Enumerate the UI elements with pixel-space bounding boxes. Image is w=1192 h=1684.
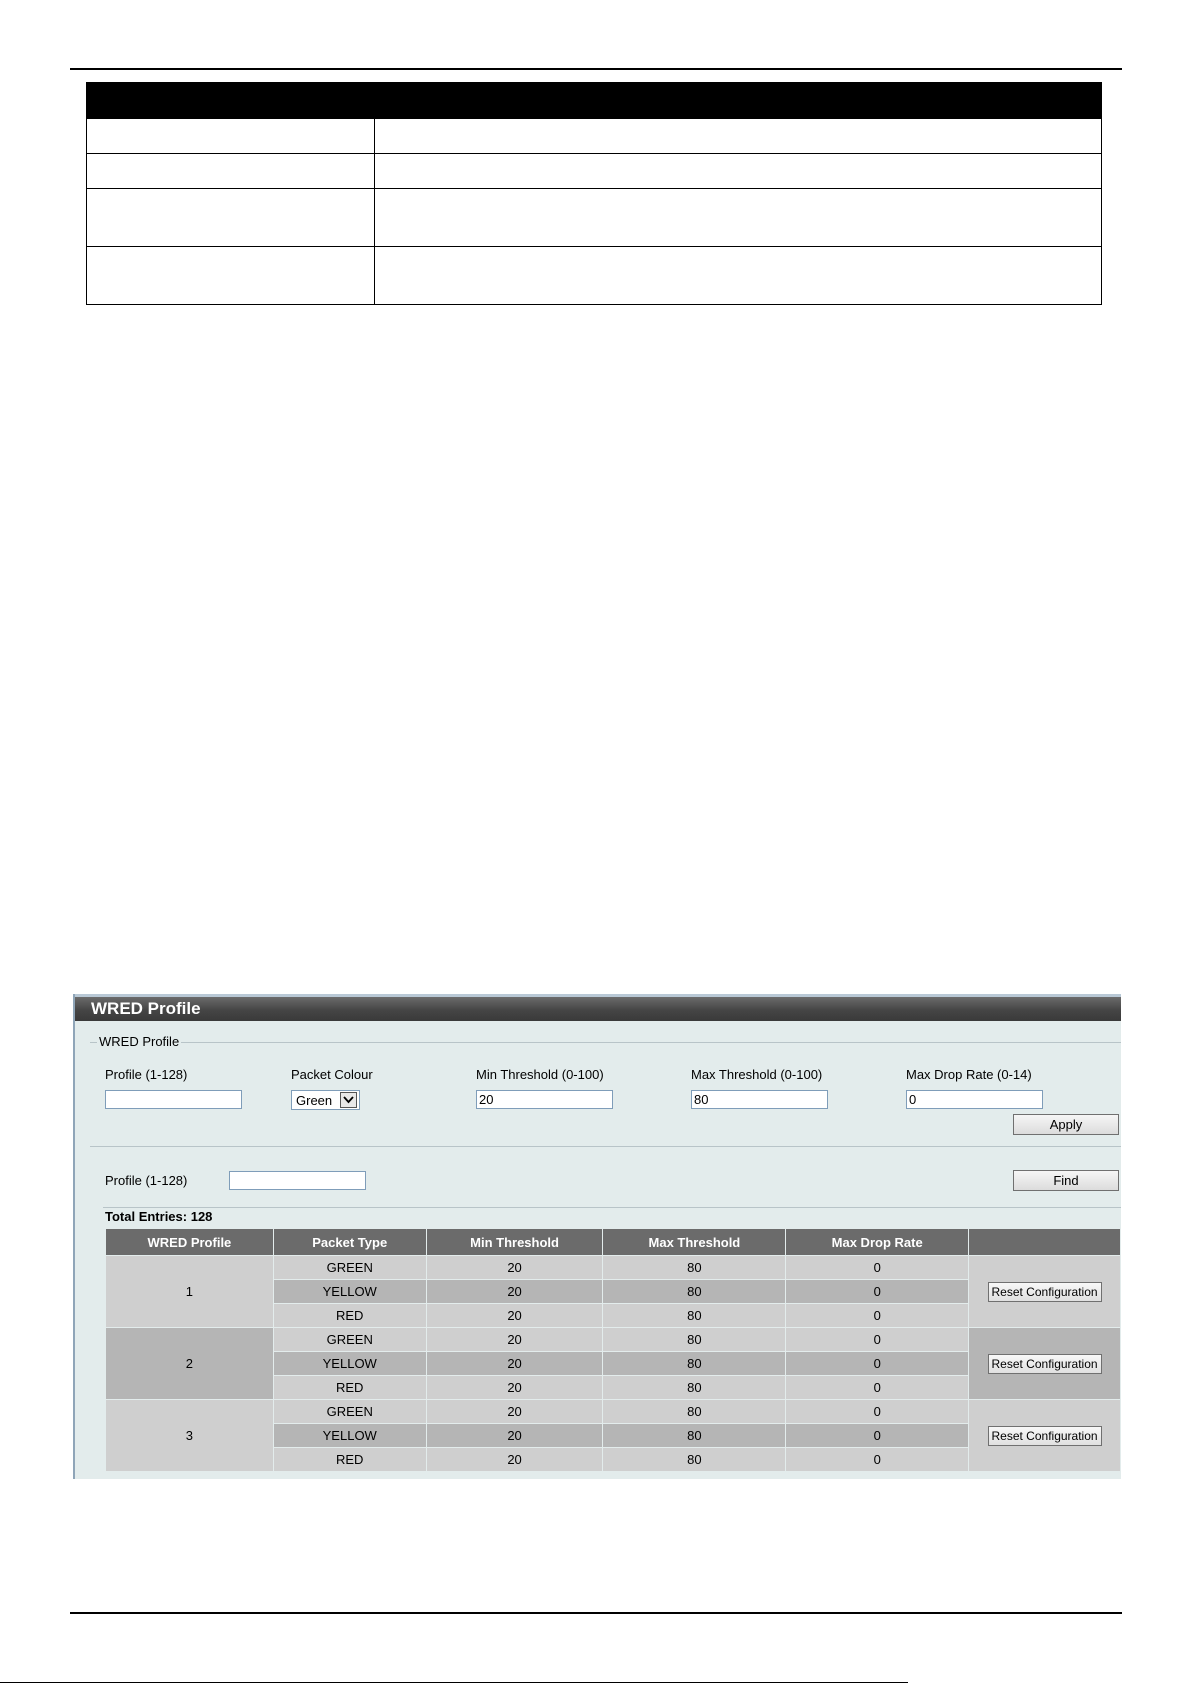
max-threshold: 80 [603, 1256, 786, 1280]
table-row [106, 1256, 1121, 1280]
min-threshold: 20 [426, 1256, 603, 1280]
max-threshold: 80 [603, 1448, 786, 1472]
column-header: Min Threshold [426, 1229, 603, 1256]
packet-colour-label: Packet Colour [291, 1067, 373, 1082]
chevron-down-icon[interactable] [340, 1092, 357, 1108]
max-drop-rate-label: Max Drop Rate (0-14) [906, 1067, 1032, 1082]
find-button[interactable]: Find [1013, 1170, 1119, 1191]
document-table-row [87, 119, 1102, 154]
max-drop-rate: 0 [786, 1448, 969, 1472]
document-table-row [87, 189, 1102, 247]
max-drop-rate-input[interactable] [906, 1090, 1043, 1109]
min-threshold-label: Min Threshold (0-100) [476, 1067, 604, 1082]
max-drop-rate: 0 [786, 1424, 969, 1448]
table-row [106, 1400, 1121, 1424]
column-header [969, 1229, 1121, 1256]
max-threshold: 80 [603, 1376, 786, 1400]
packet-type: GREEN [273, 1400, 426, 1424]
document-table-row [87, 154, 1102, 189]
max-threshold: 80 [603, 1352, 786, 1376]
section-divider [90, 1146, 1121, 1147]
packet-type: YELLOW [273, 1280, 426, 1304]
max-threshold: 80 [603, 1280, 786, 1304]
max-threshold: 80 [603, 1400, 786, 1424]
apply-button[interactable]: Apply [1013, 1114, 1119, 1135]
max-drop-rate: 0 [786, 1328, 969, 1352]
max-threshold: 80 [603, 1328, 786, 1352]
packet-type: YELLOW [273, 1424, 426, 1448]
max-threshold-input[interactable] [691, 1090, 828, 1109]
profile-id: 1 [106, 1256, 274, 1328]
max-drop-rate: 0 [786, 1256, 969, 1280]
max-drop-rate: 0 [786, 1400, 969, 1424]
min-threshold: 20 [426, 1376, 603, 1400]
profile-label: Profile (1-128) [105, 1067, 188, 1082]
max-threshold-label: Max Threshold (0-100) [691, 1067, 823, 1082]
min-threshold: 20 [426, 1424, 603, 1448]
column-header: Packet Type [273, 1229, 426, 1256]
packet-colour-value: Green [296, 1093, 333, 1108]
packet-type: GREEN [273, 1256, 426, 1280]
document-table-row [87, 247, 1102, 305]
min-threshold: 20 [426, 1352, 603, 1376]
column-header: Max Drop Rate [786, 1229, 969, 1256]
max-drop-rate: 0 [786, 1376, 969, 1400]
max-threshold: 80 [603, 1304, 786, 1328]
wred-profile-panel [73, 994, 1121, 1479]
min-threshold: 20 [426, 1280, 603, 1304]
total-entries: Total Entries: 128 [105, 1209, 213, 1224]
action-cell [969, 1328, 1121, 1400]
reset-configuration-button[interactable]: Reset Configuration [988, 1426, 1102, 1446]
footer-rule [70, 1612, 1122, 1614]
header-rule [70, 68, 1122, 70]
reset-configuration-button[interactable]: Reset Configuration [988, 1282, 1102, 1302]
fieldset-title: WRED Profile [99, 1034, 180, 1049]
action-cell [969, 1400, 1121, 1472]
min-threshold: 20 [426, 1304, 603, 1328]
document-table-header [87, 83, 1102, 119]
min-threshold: 20 [426, 1328, 603, 1352]
min-threshold-input[interactable] [476, 1090, 613, 1109]
packet-type: RED [273, 1376, 426, 1400]
panel-title: WRED Profile [75, 997, 1121, 1021]
max-threshold: 80 [603, 1424, 786, 1448]
column-header: WRED Profile [106, 1229, 274, 1256]
document-table [86, 82, 1102, 305]
footer-thin-rule [0, 1682, 908, 1683]
fieldset-border [90, 1042, 1121, 1043]
profile-id: 3 [106, 1400, 274, 1472]
action-cell [969, 1256, 1121, 1328]
reset-configuration-button[interactable]: Reset Configuration [988, 1354, 1102, 1374]
table-frame [103, 1207, 1121, 1208]
max-drop-rate: 0 [786, 1280, 969, 1304]
max-drop-rate: 0 [786, 1352, 969, 1376]
profile-id: 2 [106, 1328, 274, 1400]
profile-input[interactable] [105, 1090, 242, 1109]
packet-type: RED [273, 1304, 426, 1328]
table-row [106, 1328, 1121, 1352]
wred-profile-table [105, 1228, 1121, 1472]
min-threshold: 20 [426, 1448, 603, 1472]
find-profile-input[interactable] [229, 1171, 366, 1190]
min-threshold: 20 [426, 1400, 603, 1424]
column-header: Max Threshold [603, 1229, 786, 1256]
max-drop-rate: 0 [786, 1304, 969, 1328]
packet-type: GREEN [273, 1328, 426, 1352]
packet-type: YELLOW [273, 1352, 426, 1376]
packet-type: RED [273, 1448, 426, 1472]
find-profile-label: Profile (1-128) [105, 1173, 188, 1188]
packet-colour-select[interactable] [291, 1090, 360, 1110]
table-header-row [106, 1229, 1121, 1256]
